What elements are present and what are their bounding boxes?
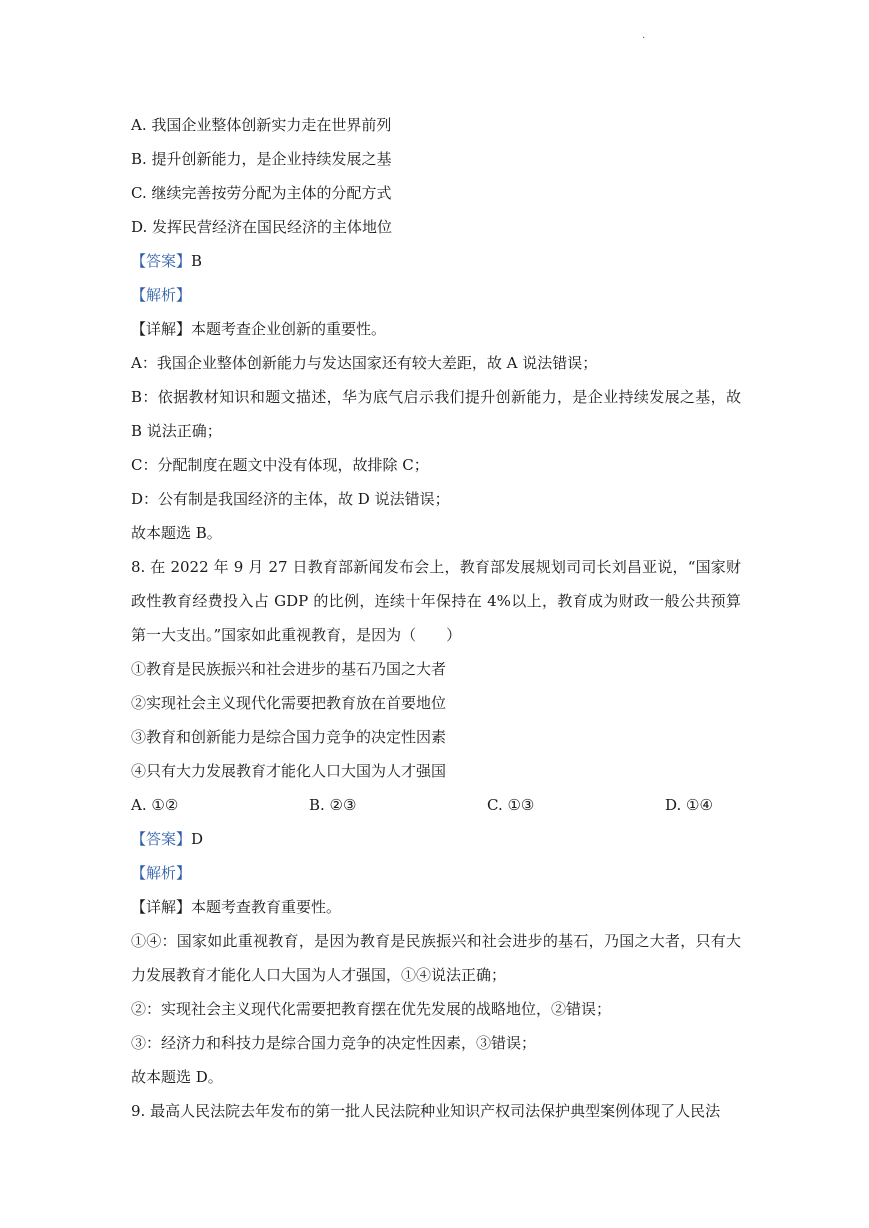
q7-option-a: A. 我国企业整体创新实力走在世界前列 [131,116,392,134]
q7-detail: 【详解】本题考查企业创新的重要性。 [131,320,387,338]
q8-choice-c: C. ①③ [487,796,535,814]
q8-statement-3: ③教育和创新能力是综合国力竞争的决定性因素 [131,728,447,746]
q8-explanation-14: ①④：国家如此重视教育，是因为教育是民族振兴和社会进步的基石，乃国之大者，只有大力发展教育才能化人口大国为人才强国，①④说法正确； [131,932,741,984]
q7-answer [131,244,741,278]
q8-explanation-3: ③：经济力和科技力是综合国力竞争的决定性因素，③错误； [131,1034,537,1052]
answer-tag: 【答案】 [131,252,192,270]
q9-stem: 9. 最高人民法院去年发布的第一批人民法院种业知识产权司法保护典型案例体现了人民法 [131,1102,721,1120]
q8-choice-a: A. ①② [131,796,179,814]
q7-explanation-d: D：公有制是我国经济的主体，故 D 说法错误； [131,490,450,508]
q8-analysis-heading [131,856,741,890]
q8-choice-b: B. ②③ [309,796,357,814]
document-content [131,108,741,1128]
q8-choices [131,788,741,822]
answer-tag: 【答案】 [131,830,192,848]
q8-conclusion: 故本题选 D。 [131,1068,223,1086]
q8-statement-4: ④只有大力发展教育才能化人口大国为人才强国 [131,762,447,780]
header-dot: . [642,30,646,41]
q8-answer [131,822,741,856]
q7-option-b: B. 提升创新能力，是企业持续发展之基 [131,150,392,168]
q7-conclusion: 故本题选 B。 [131,524,222,542]
q7-explanation-a: A：我国企业整体创新能力与发达国家还有较大差距，故 A 说法错误； [131,354,598,372]
q7-explanation-c: C：分配制度在题文中没有体现，故排除 C； [131,456,429,474]
q7-analysis-heading [131,278,741,312]
q7-option-c: C. 继续完善按劳分配为主体的分配方式 [131,184,392,202]
q8-answer-value: D [191,830,204,848]
q7-option-d: D. 发挥民营经济在国民经济的主体地位 [131,218,393,236]
q8-stem: 8. 在 2022 年 9 月 27 日教育部新闻发布会上，教育部发展规划司司长刘昌亚说，“国家财政性教育经费投入占 GDP 的比例，连续十年保持在 4%以上，教育成为财政一般公共预算第一大支出。”国家如此重视教育，是因为（ ） [131,558,741,644]
q8-choice-d: D. ①④ [665,796,713,814]
q8-statement-2: ②实现社会主义现代化需要把教育放在首要地位 [131,694,447,712]
q7-answer-value: B [191,252,203,270]
q8-explanation-2: ②：实现社会主义现代化需要把教育摆在优先发展的战略地位，②错误； [131,1000,612,1018]
analysis-tag: 【解析】 [131,864,192,882]
q7-explanation-b: B：依据教材知识和题文描述，华为底气启示我们提升创新能力，是企业持续发展之基，故 B 说法正确； [131,388,741,440]
q8-statement-1: ①教育是民族振兴和社会进步的基石乃国之大者 [131,660,447,678]
analysis-tag: 【解析】 [131,286,192,304]
q8-detail: 【详解】本题考查教育重要性。 [131,898,342,916]
